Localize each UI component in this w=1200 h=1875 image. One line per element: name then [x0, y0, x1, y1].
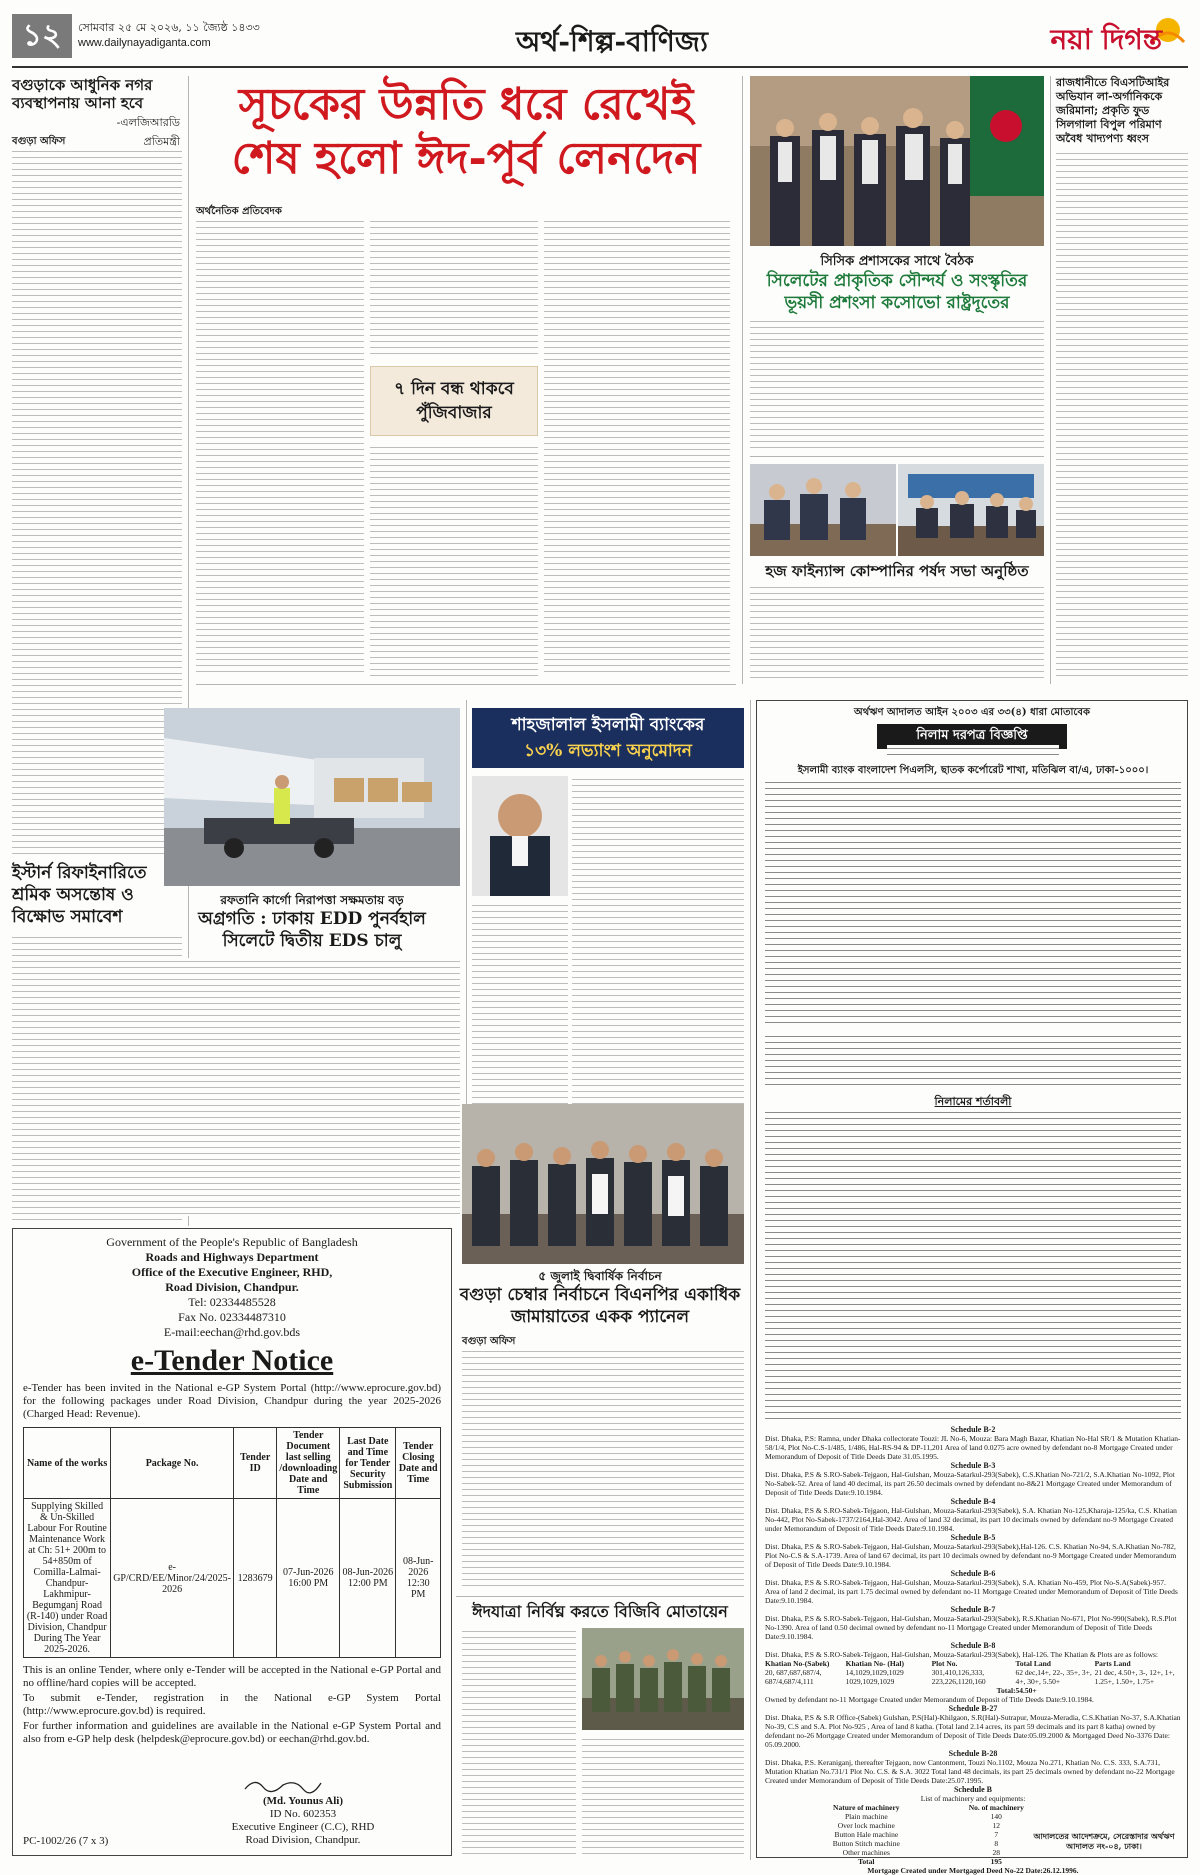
tender-gov-line: Government of the People's Republic of Bangladesh	[106, 1235, 358, 1249]
col1-subhead: -এলজিআরডি প্রতিমন্ত্রী	[116, 116, 180, 148]
th-package: Package No.	[111, 1428, 234, 1499]
table-row	[24, 1499, 441, 1658]
auction-defendants-list	[765, 779, 1181, 1027]
bogura-headline: বগুড়া চেম্বার নির্বাচনে বিএনপির একাধিক জামায়াতের একক প্যানেল	[459, 1285, 741, 1327]
masthead-logo: নয়া দিগন্ত	[1012, 14, 1188, 58]
sylhet-kicker: সিসিক প্রশাসকের সাথে বৈঠক	[820, 254, 974, 269]
bgb-photo	[582, 1628, 744, 1730]
td-work: Supplying Skilled & Un-Skilled Labour For Routine Maintenance Work at Ch: 51+ 200m to 54+850m of Comilla-Lalmai-Chandpur-Lakhmipur-Begumganj Road (R-140) under Road Division, Chandpur During The Year 2025-2026.	[24, 1499, 111, 1658]
tender-signer-office: Road Division, Chandpur.	[245, 1834, 361, 1846]
table-row: Total 195	[858, 1857, 1002, 1866]
col1-story2-body	[12, 934, 182, 1222]
plot-td: 20, 687,687,687/4, 687/4,687/4,111	[765, 1668, 822, 1686]
auction-rules-list	[765, 1109, 1181, 1421]
td-package: e-GP/CRD/EE/Minor/24/2025-2026	[111, 1499, 234, 1658]
tender-title: e-Tender Notice	[130, 1344, 334, 1377]
auction-body-paragraph	[765, 1033, 1181, 1089]
schedule-b28: Schedule B-28 Dist. Dhaka, P.S. Keraniganj, thereafter Tejgaon, now Cantonment, Touzi No.1102, Mouza No.271, Khatian No. C.S. 333, S.A.731, Mutation Khatian No.731/1 Plot No. C.S. & S.A. 3022 Total land 48 decimals, its part 25 decimals owned by defendant no-22 Mortgage Created under Memorandum of Deposit of Title Deeds Date:25.07.1995.	[765, 1749, 1175, 1785]
bgb-headline: ঈদযাত্রা নির্বিঘ্ন করতে বিজিবি মোতায়েন	[472, 1602, 728, 1621]
schedule-b6: Schedule B-6 Dist. Dhaka, P.S & S.RO-Sabek-Tejgaon, Hal-Gulshan, Mouza-Satarkul-293(Sabek), S.A. Khatian No-459, Plot No-S.A(Sabek)-957. Area of land 2 decimal, its part 1.75 decimal owned by defendant no-11 Mortgage Created under Memorandum of Deposit of Title Deeds Date:9.10.1984.	[765, 1569, 1178, 1605]
tender-signature	[243, 1775, 323, 1795]
table-row: Button Stitch machine 8	[832, 1839, 999, 1848]
right-col-body	[1056, 150, 1188, 680]
plot-total-value: 54.50+	[1015, 1686, 1037, 1695]
table-row: Over lock machine 12	[837, 1821, 1001, 1830]
cargo-kicker: রফতানি কার্গো নিরাপত্তা সক্ষমতায় বড়	[220, 893, 404, 907]
machinery-table	[795, 1803, 1055, 1866]
auction-title: নিলাম দরপত্র বিজ্ঞপ্তি	[877, 724, 1067, 749]
schedule-b8: Schedule B-8 Dist. Dhaka, P.S & S.RO-Sabek-Tejgaon, Hal-Gulshan, Mouza-Satarkul-293(Sabek), Hal-126. The Khatian & Plots are as follows:	[765, 1641, 1159, 1659]
table-row: Button Hale machine 7	[834, 1830, 999, 1839]
section-title: অর্থ-শিল্প-বাণিজ্য	[515, 25, 708, 58]
plot-th: Khatian No- (Hal)	[845, 1659, 904, 1668]
schedule-b2: Schedule B-2 Dist. Dhaka, P.S: Ramna, under Dhaka collectorate Touzi: JL No-6, Mouza: Bara Magh Bazar, Khatian No-Hal SR/1 & Mutation Khatian-58/1/4, Plot No-C.S-1/485, 1/486, Hal-RS-94 & DP-11,201 Area of land 0.0275 acre owned by defendant no-8 Mortgage Created under Memorandum of Deposit of Title Deeds Date 31.05.1995.	[765, 1425, 1181, 1461]
shahjalal-photo	[472, 776, 568, 896]
schedule-b5: Schedule B-5 Dist. Dhaka, P.S & S.RO-Sabek-Tejgaon, Hal-Gulshan, Mouza-Satarkul-293(Sabek),Hal-126. C.S. Khatian No-94, S.A.Khatian No-782, Plot No-C.S & S.A-1739. Area of land 67 decimal, its part 10 decimals owned by defendant no-9 Mortgage Created under Memorandum of Deposit of Title Deeds Date:9.10.1984.	[765, 1533, 1177, 1569]
th-tender-id: Tender ID	[233, 1428, 276, 1499]
machinery-th: No. of machinery	[968, 1803, 1024, 1812]
tender-notice	[12, 1228, 452, 1856]
td-doc-date: 07-Jun-2026 16:00 PM	[277, 1499, 340, 1658]
plot-td: 21 dec, 4.50+, 3-, 12+, 1+, 1.25+, 1.50+, 1.75+	[1094, 1668, 1175, 1686]
machinery-th: Nature of machinery	[833, 1803, 900, 1812]
tender-intro: e-Tender has been invited in the National e-GP System Portal (http://www.eprocure.gov.bd) for the following packages under Road Division, Chandpur during the year 2025-2026 (Charged Head: Revenue).	[23, 1382, 441, 1420]
auction-notice	[756, 700, 1188, 1875]
bgb-body-1	[462, 1628, 576, 1858]
machinery-footer: Mortgage Created under Mortgaged Deed No-22 Date:26.12.1996.	[867, 1866, 1079, 1875]
cargo-body	[164, 958, 460, 1216]
plot-table	[765, 1659, 1181, 1695]
bogura-photo	[462, 1104, 744, 1264]
date-line: সোমবার ২৫ মে ২০২৬, ১১ জ্যৈষ্ঠ ১৪৩৩	[78, 21, 260, 34]
th-name-of-works: Name of the works	[24, 1428, 111, 1499]
table-row: Other machines 28	[842, 1848, 1001, 1857]
cargo-photo	[164, 708, 460, 886]
schedule-b4: Schedule B-4 Dist. Dhaka, P.S & S.RO-Sabek-Tejgaon, Hal-Gulshan, Mouza-Satarkul-293(Sabek), S.A. Khatian No-125,Kharaja-125/ka, C.S. Khatian No-442, Plot No-Sabek-1737/2164,Hal-3042. Area of land 32 decimal, its part 10 decimals owned by defendant no-9 Mortgage Created under Memorandum of Deposit of Title Deeds Date:9.10.1984.	[765, 1497, 1177, 1533]
schedule-b8-owner: Owned by defendant no-11 Mortgage Created under Memorandum of Deposit of Title Deeds Date:9.10.1984.	[765, 1695, 1094, 1704]
schedule-b27: Schedule B-27 Dist. Dhaka, P.S & S.R Office-(Sabek) Gulshan, P.S(Hal)-Khilgaon, S.R(Hal)-Sutrapur, Mouza-Meradia, C.S.Khatian No-37, S.A.Khatian No-39, C.S and S.A. Plot No-925 , Area of land 8 katha. (Total land 2.14 acres, its part 59 decimals and its part 8 katha) owned by defendant no-26 Mortgage Created under Memorandum of Deposit of Title Deeds Date:05.09.2000 & Mortgaged Deed No-3376 Date: 05.09.2000.	[765, 1704, 1181, 1749]
lead-body-col3	[544, 218, 730, 676]
auction-case-lines	[887, 745, 1059, 759]
plot-td: 301,410,126,333, 223,226,1120,160	[931, 1668, 986, 1686]
bgb-body-2	[582, 1736, 744, 1858]
tender-note-2: To submit e-Tender, registration in the National e-GP System Portal (http://www.eprocure.gov.bd) is required.	[23, 1692, 441, 1717]
bogura-body	[462, 1348, 744, 1588]
th-closing-date: Tender Closing Date and Time	[396, 1428, 441, 1499]
th-doc-date: Tender Document last selling /downloading Date and Time	[277, 1428, 340, 1499]
sylhet-photo	[750, 76, 1044, 246]
col1-body-text	[12, 148, 182, 856]
sylhet-body	[750, 318, 1044, 450]
hajj-photo-1	[750, 464, 896, 556]
lead-body-col1	[196, 218, 364, 676]
cargo-headline: অগ্রগতি : ঢাকায় EDD পুনর্বহাল সিলেটে দ্বিতীয় EDS চালু	[198, 909, 426, 951]
tender-note-3: For further information and guidelines are available in the National e-GP System Portal and also from e-GP help desk (helpdesk@eprocure.gov.bd) or eechan@rhd.gov.bd.	[23, 1720, 441, 1745]
td-security-date: 08-Jun-2026 12:00 PM	[340, 1499, 396, 1658]
tender-signer-id: ID No. 602353	[269, 1808, 337, 1820]
plot-total-label: Total:	[996, 1686, 1016, 1695]
plot-th: Parts Land	[1094, 1659, 1131, 1668]
tender-note-1: This is an online Tender, where only e-Tender will be accepted in the National e-GP Portal and no offline/hard copies will be accepted.	[23, 1664, 441, 1689]
schedule-b3: Schedule B-3 Dist. Dhaka, P.S & S.RO-Sabek-Tejgaon, Hal-Gulshan, Mouza-Satarkul-293(Sabek), C.S.Khatian No-721/2, S.A.Khatian No-1092, Plot No-Sabek-52. Area of land 40 decimal, its part 26.50 decimals owned by defendant no-8&21 Mortgage Created under Memorandum of Deposit of Title Deeds Date:9.10.1984.	[765, 1461, 1175, 1497]
bogura-kicker: ৫ জুলাই দ্বিবার্ষিক নির্বাচন	[538, 1269, 662, 1283]
bogura-byline: বগুড়া অফিস	[462, 1336, 516, 1347]
col1-byline: বগুড়া অফিস	[12, 136, 66, 147]
tender-table	[23, 1427, 441, 1658]
plot-td: 62 dec,14+, 22-, 35+, 3+, 4+, 30+, 5.50+	[1015, 1668, 1092, 1686]
table-row: Plain machine 140	[844, 1812, 1002, 1821]
auction-top-line: অর্থঋণ আদালত আইন ২০০৩ এর ৩৩(৪) ধারা মোতাবেক	[854, 707, 1090, 718]
tender-fax: Fax No. 02334487310	[178, 1310, 286, 1324]
schedule-b: Schedule B List of machinery and equipments:	[920, 1785, 1026, 1803]
col1-story2-headline: ইস্টার্ন রিফাইনারিতে শ্রমিক অসন্তোষ ও বিক্ষোভ সমাবেশ	[12, 863, 147, 927]
auction-rules-title: নিলামের শর্তাবলী	[934, 1095, 1012, 1108]
tender-division: Road Division, Chandpur.	[165, 1280, 299, 1294]
tender-signer-name: (Md. Younus Ali)	[263, 1795, 343, 1807]
auction-court-sign: আদালতের আদেশক্রমে, সেরেস্তাদার অর্থঋণ আদালত নং-০৪, ঢাকা।	[1033, 1831, 1175, 1851]
lead-box: ৭ দিন বন্ধ থাকবে পুঁজিবাজার	[370, 366, 538, 436]
lead-headline: সূচকের উন্নতি ধরে রেখেই শেষ হলো ঈদ-পূর্ব লেনদেন	[231, 79, 701, 184]
lead-body-col2	[370, 218, 538, 358]
td-closing-date: 08-Jun-2026 12:30 PM	[396, 1499, 441, 1658]
shahjalal-banner: শাহজালাল ইসলামী ব্যাংকের ১৩% লভ্যাংশ অনুমোদন	[472, 708, 744, 768]
tender-signer-title: Executive Engineer (C.C), RHD	[231, 1821, 375, 1833]
plot-th: Plot No.	[931, 1659, 958, 1668]
signature-icon	[243, 1775, 323, 1795]
plot-td: 14,1029,1029,1029 1029,1029,1029	[845, 1668, 904, 1686]
plot-th: Khatian No-(Sabek)	[765, 1659, 830, 1668]
auction-bank-line: ইসলামী ব্যাংক বাংলাদেশ পিএলসি, ছাতক কর্পোরেট শাখা, মতিঝিল বা/এ, ঢাকা-১০০০।	[797, 765, 1149, 776]
lead-byline: অর্থনৈতিক প্রতিবেদক	[196, 206, 282, 217]
right-col-headline: রাজধানীতে বিএসটিআইর অভিযান লা-অর্গানিককে জরিমানা; প্রকৃতি ফুড সিলগালা বিপুল পরিমাণ অবৈধ খাদ্যপণ্য ধ্বংস	[1056, 76, 1170, 145]
tender-email: E-mail:eechan@rhd.gov.bds	[163, 1325, 301, 1339]
hajj-headline: হজ ফাইন্যান্স কোম্পানির পর্ষদ সভা অনুষ্ঠিত	[765, 562, 1029, 580]
sylhet-headline: সিলেটের প্রাকৃতিক সৌন্দর্য ও সংস্কৃতির ভূয়সী প্রশংসা কসোভো রাষ্ট্রদূতের	[766, 271, 1028, 313]
plot-th: Total Land	[1015, 1659, 1051, 1668]
page-number: ১২	[12, 14, 72, 58]
tender-tel: Tel: 02334485528	[188, 1295, 276, 1309]
tender-office: Office of the Executive Engineer, RHD,	[131, 1265, 333, 1279]
tender-pc-ref: PC-1002/26 (7 x 3)	[23, 1835, 109, 1847]
tender-dept: Roads and Highways Department	[145, 1250, 319, 1264]
website: www.dailynayadiganta.com	[78, 37, 211, 49]
header-bar	[12, 14, 1188, 64]
td-tender-id: 1283679	[233, 1499, 276, 1658]
th-security-date: Last Date and Time for Tender Security Submission	[340, 1428, 396, 1499]
lead-body-col2b	[370, 444, 538, 676]
hajj-body	[750, 584, 1044, 680]
hajj-photo-2	[898, 464, 1044, 556]
col1-headline: বগুড়াকে আধুনিক নগর ব্যবস্থাপনায় আনা হবে	[12, 76, 153, 112]
schedule-b7: Schedule B-7 Dist. Dhaka, P.S & S.RO-Sabek-Tejgaon, Hal-Gulshan, Mouza-Satarkul-293(Sabek), R.S.Khatian No-671, Plot No-990(Sabek), R.S.Plot No-1390. Area of land 0.50 decimal owned by defendant no-11 Mortgage Created under Memorandum of Deposit of Title Deeds Date:9.10.1984.	[765, 1605, 1177, 1641]
